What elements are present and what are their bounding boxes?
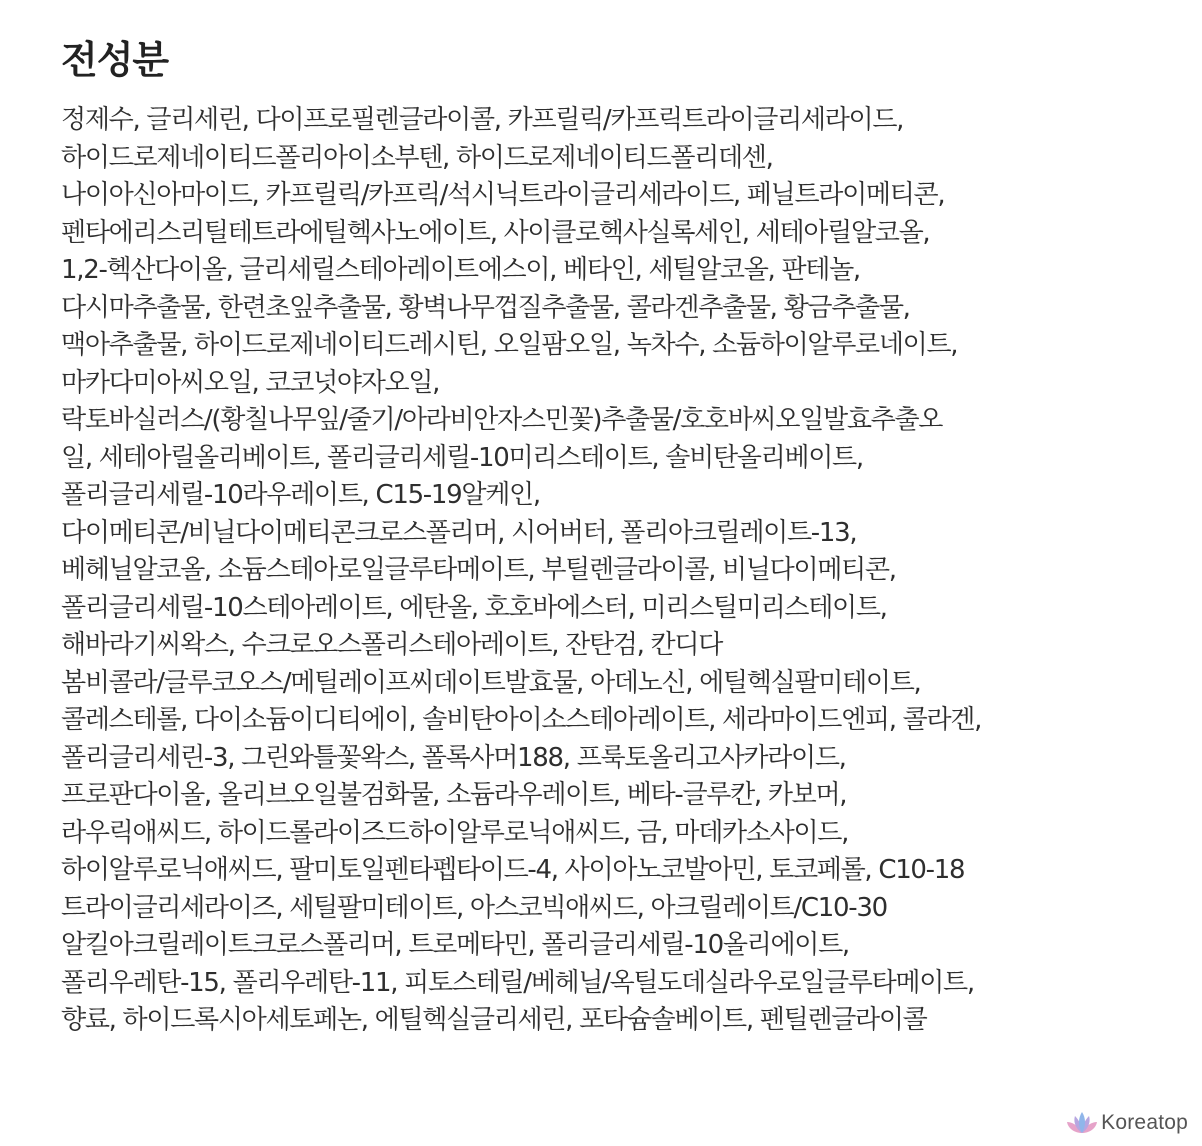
ingredient-line: 나이아신아마이드, 카프릴릭/카프릭/석시닉트라이글리세라이드, 페닐트라이메티콘, [61, 180, 945, 210]
ingredient-line: 콜레스테롤, 다이소듐이디티에이, 솔비탄아이소스테아레이트, 세라마이드엔피, 콜라겐, [61, 705, 982, 735]
lotus-icon [1067, 1111, 1097, 1135]
ingredient-line: 트라이글리세라이즈, 세틸팔미테이트, 아스코빅애씨드, 아크릴레이트/C10-30 [61, 892, 887, 923]
ingredient-line: 베헤닐알코올, 소듐스테아로일글루타메이트, 부틸렌글라이콜, 비닐다이메티콘, [61, 555, 896, 585]
ingredient-line: 펜타에리스리틸테트라에틸헥사노에이트, 사이클로헥사실록세인, 세테아릴알코올, [61, 217, 930, 248]
ingredients-list [61, 102, 1181, 1040]
ingredient-line: 봄비콜라/글루코오스/메틸레이프씨데이트발효물, 아데노신, 에틸헥실팔미테이트, [61, 667, 921, 698]
ingredient-line: 다시마추출물, 한련초잎추출물, 황벽나무껍질추출물, 콜라겐추출물, 황금추출물, [61, 292, 910, 323]
ingredient-line: 향료, 하이드록시아세토페논, 에틸헥실글리세린, 포타슘솔베이트, 펜틸렌글라이콜 [61, 1005, 927, 1035]
ingredient-line: 폴리글리세린-3, 그린와틀꽃왁스, 폴록사머188, 프룩토올리고사카라이드, [61, 742, 846, 773]
ingredient-line: 프로판다이올, 올리브오일불검화물, 소듐라우레이트, 베타-글루칸, 카보머, [61, 780, 847, 810]
ingredient-line: 정제수, 글리세린, 다이프로필렌글라이콜, 카프릴릭/카프릭트라이글리세라이드, [61, 105, 904, 135]
ingredient-line: 폴리글리세릴-10라우레이트, C15-19알케인, [61, 480, 540, 510]
ingredient-line: 락토바실러스/(황칠나무잎/줄기/아라비안자스민꽃)추출물/호호바씨오일발효추출오 [61, 405, 943, 435]
ingredient-line: 폴리글리세릴-10스테아레이트, 에탄올, 호호바에스터, 미리스틸미리스테이트, [61, 592, 887, 623]
watermark-text: Koreatop [1101, 1111, 1188, 1134]
section-title: 전성분 [61, 38, 169, 82]
koreatop-watermark [1067, 1108, 1188, 1138]
ingredient-line: 폴리우레탄-15, 폴리우레탄-11, 피토스테릴/베헤닐/옥틸도데실라우로일글루타메이트, [61, 967, 974, 998]
ingredient-line: 마카다미아씨오일, 코코넛야자오일, [61, 367, 440, 398]
ingredient-line: 일, 세테아릴올리베이트, 폴리글리세릴-10미리스테이트, 솔비탄올리베이트, [61, 442, 863, 473]
ingredient-line: 라우릭애씨드, 하이드롤라이즈드하이알루로닉애씨드, 금, 마데카소사이드, [61, 817, 849, 848]
ingredient-line: 하이알루로닉애씨드, 팔미토일펜타펩타이드-4, 사이아노코발아민, 토코페롤, C10-18 [61, 855, 965, 885]
ingredient-line: 알킬아크릴레이트크로스폴리머, 트로메타민, 폴리글리세릴-10올리에이트, [61, 930, 849, 960]
ingredient-line: 하이드로제네이티드폴리아이소부텐, 하이드로제네이티드폴리데센, [61, 142, 773, 173]
ingredient-line: 해바라기씨왁스, 수크로오스폴리스테아레이트, 잔탄검, 칸디다 [61, 630, 723, 660]
ingredient-line: 1,2-헥산다이올, 글리세릴스테아레이트에스이, 베타인, 세틸알코올, 판테놀, [61, 255, 860, 285]
ingredient-line: 맥아추출물, 하이드로제네이티드레시틴, 오일팜오일, 녹차수, 소듐하이알루로네이트, [61, 330, 958, 360]
ingredient-line: 다이메티콘/비닐다이메티콘크로스폴리머, 시어버터, 폴리아크릴레이트-13, [61, 517, 857, 548]
